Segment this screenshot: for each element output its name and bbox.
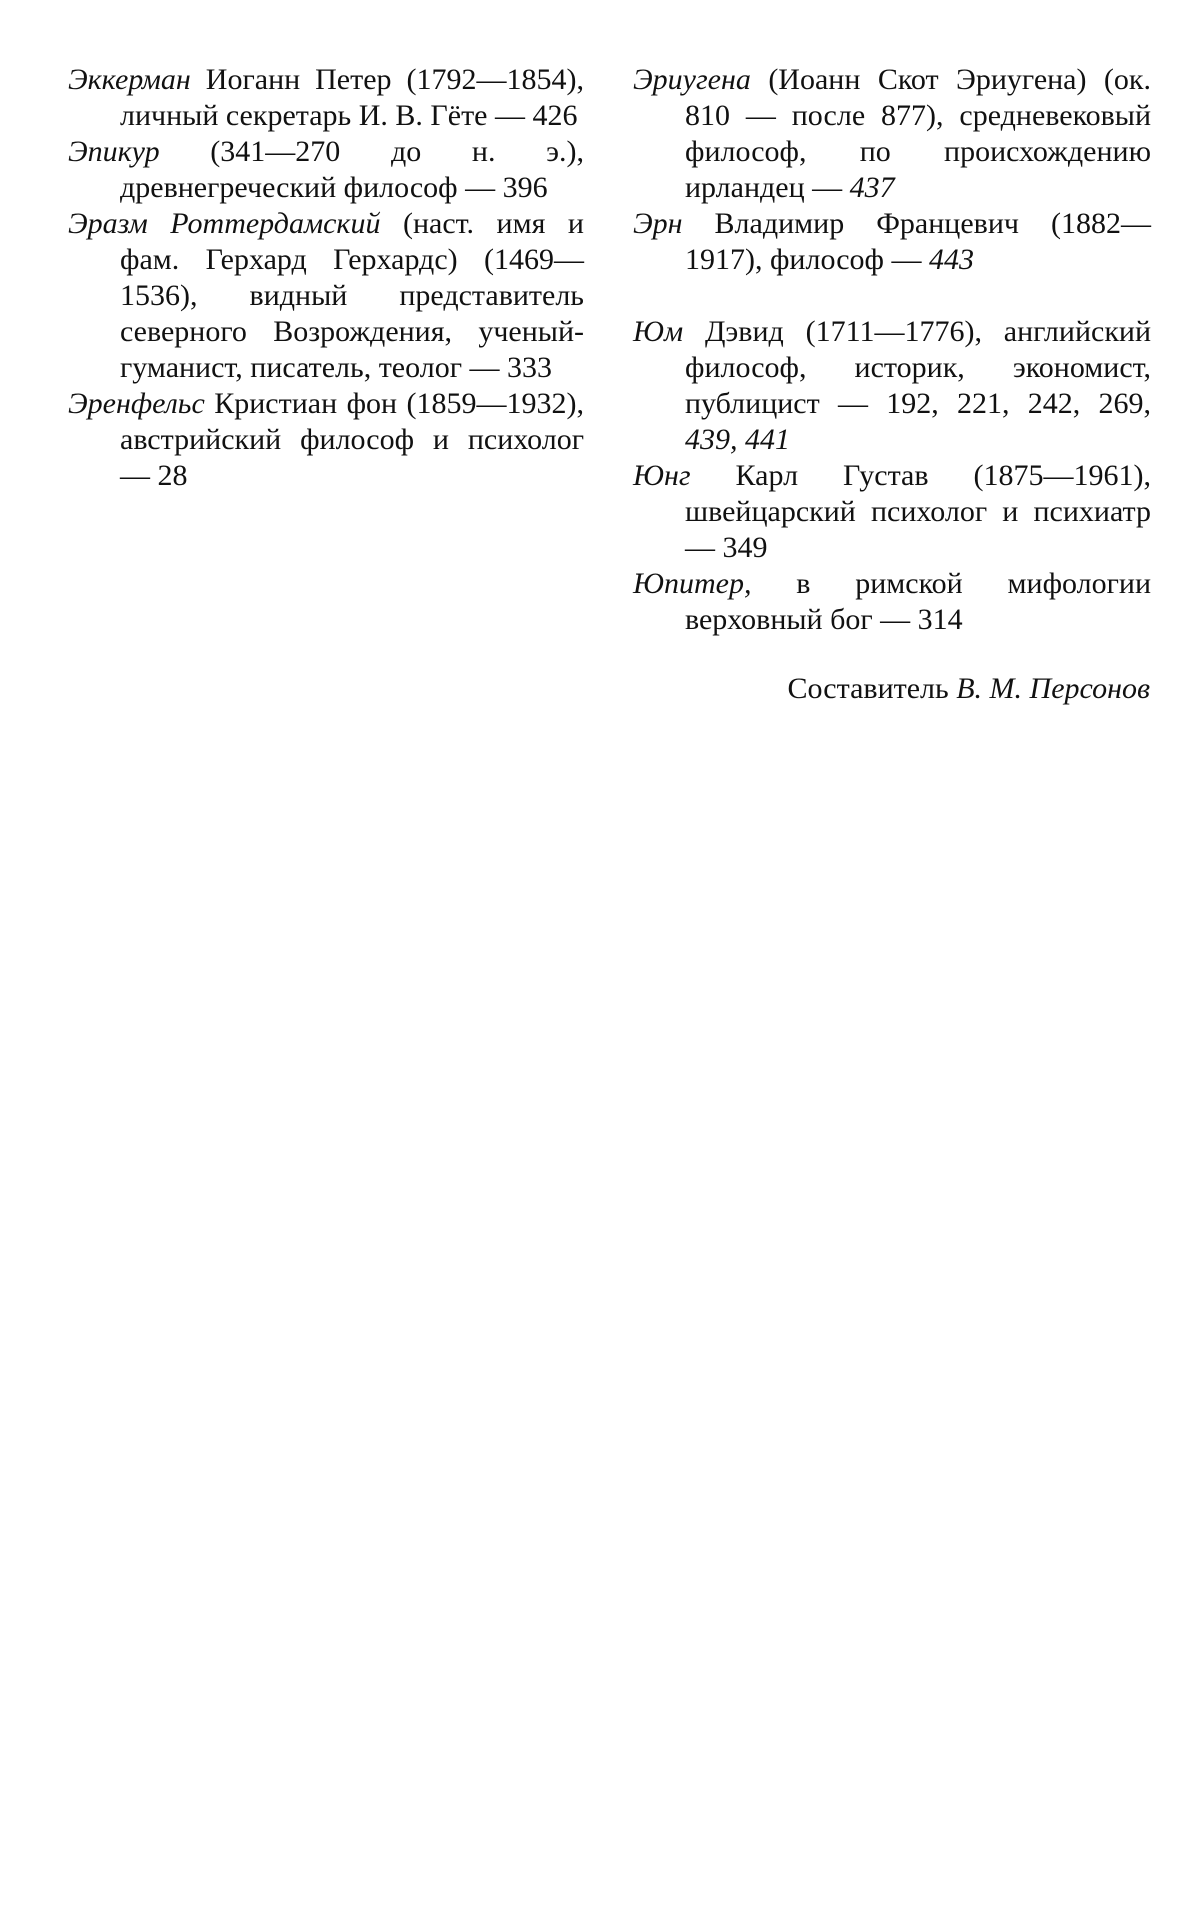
index-column-right <box>633 62 1151 638</box>
compiler-signature <box>788 671 1150 707</box>
entry-name: Юнг <box>633 459 691 492</box>
index-column-left <box>68 62 584 494</box>
entry-text: Иоганн Петер (1792—1854), личный секретарь И. В. Гёте — 426 <box>120 63 584 132</box>
index-entry <box>633 566 1151 638</box>
index-entry <box>633 206 1151 278</box>
entry-name: Эккерман <box>68 63 191 96</box>
letter-group-gap <box>633 278 1151 314</box>
entry-name: Юпитер, <box>633 567 752 600</box>
entry-text: Карл Густав (1875—1961), швейцарский психолог и психиатр — 349 <box>685 459 1151 564</box>
entry-name: Эпикур <box>68 135 160 168</box>
entry-name: Эренфельс <box>68 387 205 420</box>
entry-italic-pages: 443 <box>928 243 974 276</box>
entry-text: (Иоанн Скот Эриугена) (ок. 810 — после 877), средневековый философ, по происхождению ирландец — <box>685 63 1151 204</box>
entry-text: Дэвид (1711—1776), английский философ, историк, экономист, публицист — 192, 221, 242, 269, <box>683 315 1151 420</box>
entry-text: (341—270 до н. э.), древнегреческий философ — 396 <box>120 135 584 204</box>
index-entry <box>633 62 1151 206</box>
index-entry <box>68 134 584 206</box>
entry-text: (наст. имя и фам. Герхард Герхардс) (1469—1536), видный представитель северного Возрождения, ученый-гуманист, писатель, теолог — 333 <box>120 207 584 384</box>
compiler-name: В. М. Персонов <box>956 672 1150 705</box>
entry-name: Юм <box>633 315 684 348</box>
entry-italic-pages: 439, 441 <box>685 423 790 456</box>
entry-text: в римской мифологии верховный бог — 314 <box>685 567 1151 636</box>
index-entry <box>68 386 584 494</box>
compiler-label: Составитель <box>787 672 957 705</box>
index-entry <box>633 458 1151 566</box>
entry-name: Эриугена <box>633 63 751 96</box>
entry-text: Кристиан фон (1859—1932), австрийский философ и психолог — 28 <box>120 387 584 492</box>
entry-name: Эразм Роттердамский <box>68 207 381 240</box>
index-entry <box>68 62 584 134</box>
entry-text: Владимир Францевич (1882—1917), философ — <box>682 207 1151 276</box>
entry-name: Эрн <box>633 207 683 240</box>
index-entry <box>68 206 584 386</box>
entry-italic-pages: 437 <box>849 171 895 204</box>
index-entry <box>633 314 1151 458</box>
